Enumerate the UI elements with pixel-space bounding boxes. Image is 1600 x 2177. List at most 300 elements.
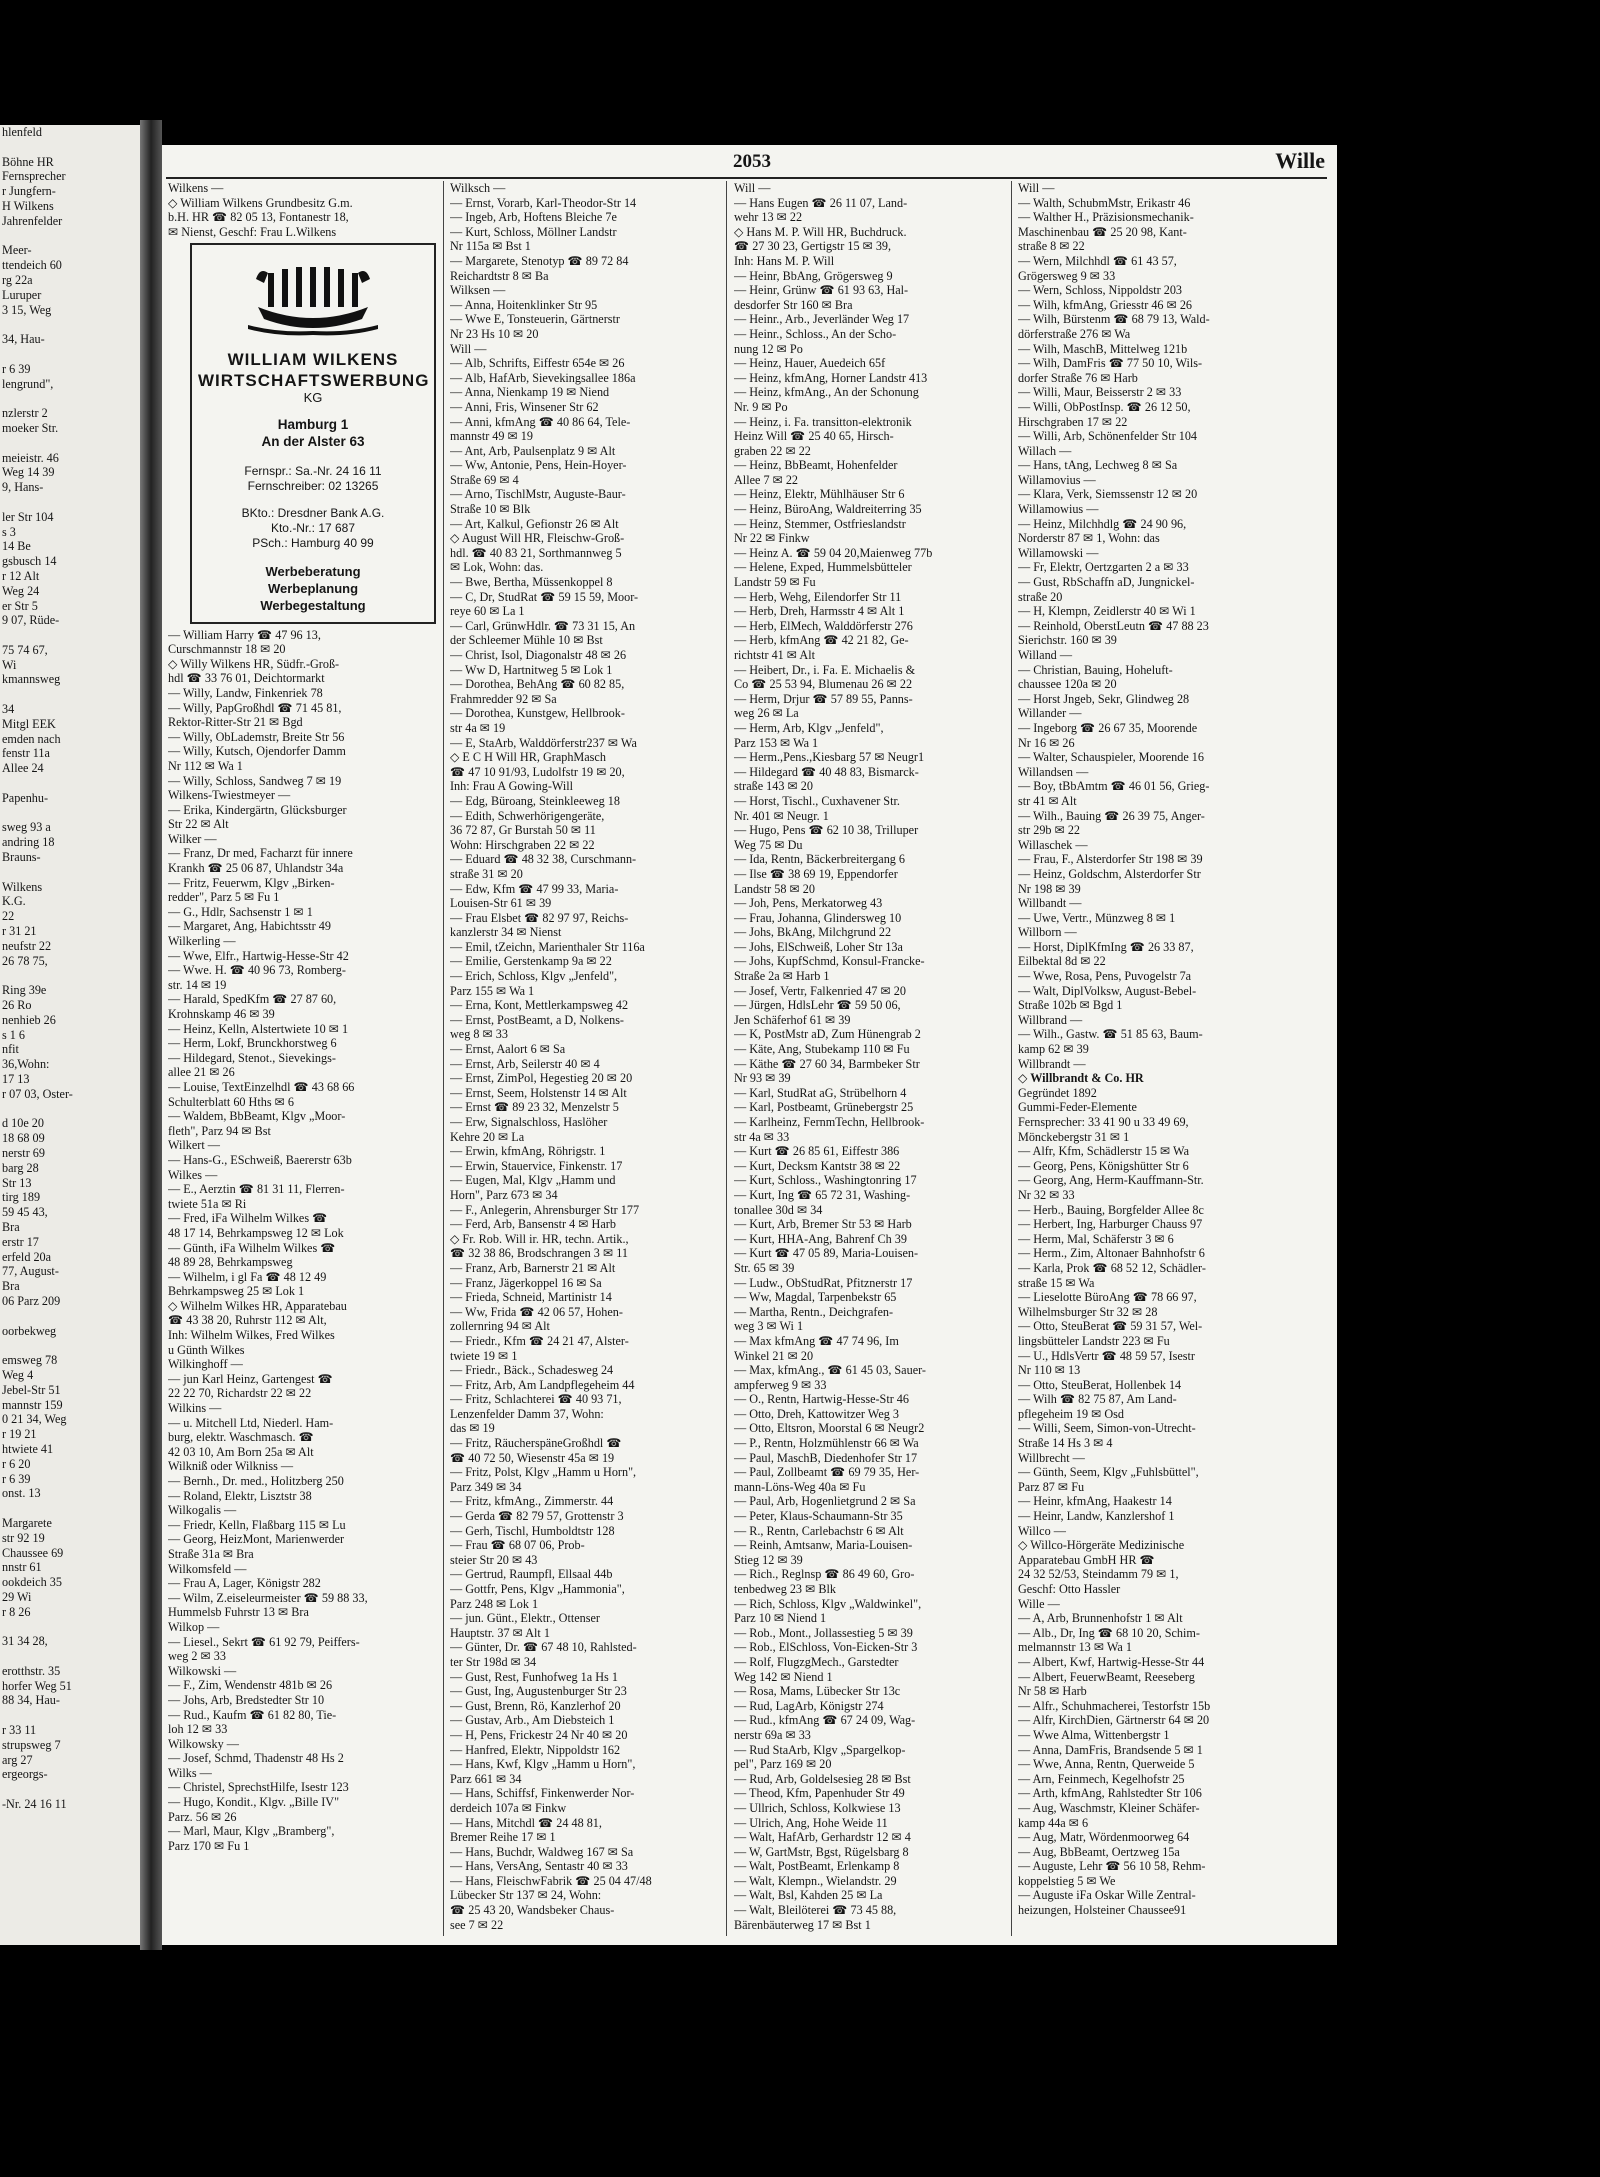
adjacent-page-line: r 6 39 — [2, 1471, 31, 1486]
directory-entry: — Roland, Elektr, Lisztstr 38 — [168, 1488, 312, 1503]
directory-entry: Sierichstr. 160 ✉ 39 — [1018, 633, 1117, 648]
directory-entry: fleth", Parz 94 ✉ Bst — [168, 1123, 271, 1138]
directory-entry: — Ernst, Seem, Holstenstr 14 ✉ Alt — [450, 1085, 627, 1100]
directory-entry: — Willy, Kutsch, Ojendorfer Damm — [168, 744, 346, 759]
directory-entry: — Ant, Arb, Paulsenplatz 9 ✉ Alt — [450, 443, 616, 458]
adjacent-page-line: 29 Wi — [2, 1589, 32, 1604]
ad-telex: Fernschreiber: 02 13265 — [247, 478, 379, 493]
directory-entry: — Aug, Waschmstr, Kleiner Schäfer- — [1018, 1800, 1200, 1815]
directory-heading: Willach — — [1018, 443, 1072, 458]
directory-entry: Bremer Reihe 17 ✉ 1 — [450, 1830, 556, 1845]
directory-entry: — Willy, ObLademstr, Breite Str 56 — [168, 729, 345, 744]
directory-entry: Apparatebau GmbH HR ☎ — [1018, 1552, 1155, 1567]
adjacent-page-line: gsbusch 14 — [2, 554, 57, 569]
directory-entry: — Auguste iFa Oskar Wille Zentral- — [1018, 1888, 1196, 1903]
directory-entry: — Karla, Prok ☎ 68 52 12, Schädler- — [1018, 1260, 1206, 1275]
adjacent-page-line: 75 74 67, — [2, 642, 48, 657]
directory-entry: Heinz Will ☎ 25 40 65, Hirsch- — [734, 429, 894, 444]
directory-heading: Willborn — — [1018, 925, 1077, 940]
directory-entry: — Herbert, Ing, Harburger Chauss 97 — [1018, 1217, 1203, 1232]
directory-entry: Behrkampsweg 25 ✉ Lok 1 — [168, 1284, 305, 1299]
adjacent-page-line — [0, 628, 140, 643]
directory-entry: — Walth, SchubmMstr, Erikastr 46 — [1018, 195, 1191, 210]
directory-entry: ☎ 27 30 23, Gertigstr 15 ✉ 39, — [734, 239, 892, 254]
directory-entry: — P., Rentn, Holzmühlenstr 66 ✉ Wa — [734, 1436, 919, 1451]
directory-heading: Wilkert — — [168, 1138, 220, 1153]
directory-entry: — Heinz, i. Fa. transitton-elektronik — [734, 414, 912, 429]
directory-entry: — Willi, ObPostInsp. ☎ 26 12 50, — [1018, 399, 1191, 414]
directory-entry: — Ernst, ZimPol, Hegestieg 20 ✉ 20 — [450, 1071, 633, 1086]
adjacent-page-line: onst. 13 — [2, 1486, 41, 1501]
directory-entry: — Christ, Isol, Diagonalstr 48 ✉ 26 — [450, 648, 627, 662]
directory-entry: Hauptstr. 37 ✉ Alt 1 — [450, 1625, 550, 1640]
directory-heading: Willamovius — — [1018, 472, 1096, 487]
adjacent-page-line: r 33 11 — [2, 1723, 37, 1738]
directory-entry: ◇ Hans M. P. Will HR, Buchdruck. — [734, 224, 907, 239]
directory-entry: ◇ Willbrandt & Co. HR — [1018, 1071, 1144, 1086]
page-number: 2053 — [733, 151, 771, 172]
directory-entry: — Hans-G., ESchweiß, Baererstr 63b — [168, 1152, 352, 1167]
directory-entry: — Herm, Mal, Schäferstr 3 ✉ 6 — [1018, 1231, 1174, 1246]
directory-entry: — Erich, Schloss, Klgv „Jenfeld", — [450, 969, 618, 984]
directory-entry: Schulterblatt 60 Hths ✉ 6 — [168, 1094, 294, 1109]
directory-entry: Inh: Hans M. P. Will — [734, 253, 835, 268]
directory-entry: — Heinr, Landw, Kanzlershof 1 — [1018, 1509, 1175, 1524]
adjacent-page-line: 22 — [2, 909, 15, 924]
directory-entry: ☎ 25 43 20, Wandsbeker Chaus- — [450, 1903, 615, 1918]
directory-entry: hdl ☎ 33 76 01, Deichtormarkt — [168, 671, 325, 686]
adjacent-page-line: s 3 — [2, 524, 16, 539]
directory-entry: — Willy, PapGroßhdl ☎ 71 45 81, — [168, 700, 342, 715]
directory-entry: — Boy, tBbAmtm ☎ 46 01 56, Grieg- — [1018, 779, 1210, 794]
directory-entry: weg 3 ✉ Wi 1 — [734, 1319, 804, 1334]
directory-entry: Nr 22 ✉ Finkw — [734, 531, 810, 546]
directory-entry: Nr. 9 ✉ Po — [734, 399, 788, 414]
directory-entry: 48 89 28, Behrkampsweg — [168, 1255, 293, 1270]
directory-heading: Wilkogalis — — [168, 1503, 237, 1518]
directory-entry: — Kurt, Schloss, Möllner Landstr — [450, 224, 617, 239]
directory-entry: — Fr, Elektr, Oertzgarten 2 a ✉ 33 — [1018, 560, 1189, 575]
directory-entry: 42 03 10, Am Born 25a ✉ Alt — [168, 1444, 314, 1459]
adjacent-page-line: erstr 17 — [2, 1234, 39, 1249]
directory-entry: lingsbütteler Landstr 223 ✉ Fu — [1018, 1333, 1170, 1348]
directory-entry: — Wilh ☎ 82 75 87, Am Land- — [1018, 1392, 1177, 1407]
adjacent-page-line: sweg 93 a — [2, 820, 51, 835]
directory-entry: Nr 112 ✉ Wa 1 — [168, 758, 243, 773]
directory-entry: — Erwin, Stauervice, Finkenstr. 17 — [450, 1158, 623, 1173]
column-1 — [168, 181, 438, 1941]
ad-postal-account: PSch.: Hamburg 40 99 — [252, 535, 374, 550]
directory-entry: — Fritz, Feuerwm, Klgv „Birken- — [168, 875, 335, 890]
directory-entry: ✉ Lok, Wohn: das. — [450, 560, 544, 575]
directory-entry: — Dorothea, Kunstgew, Hellbrook- — [450, 706, 625, 721]
directory-heading: Wilkinghoff — — [168, 1357, 243, 1372]
directory-entry: — Wilh, Bürstenm ☎ 68 79 13, Wald- — [1018, 312, 1210, 327]
adjacent-page-line — [0, 865, 140, 880]
directory-entry: Jen Schäferhof 61 ✉ 39 — [734, 1012, 851, 1027]
adjacent-page-line: kmannsweg — [2, 672, 61, 687]
directory-entry: heizungen, Holsteiner Chaussee91 — [1018, 1903, 1187, 1918]
directory-entry: — Peter, Klaus-Schaumann-Str 35 — [734, 1509, 903, 1524]
directory-entry: — Fritz, Arb, Am Landpflegeheim 44 — [450, 1377, 635, 1392]
directory-heading: Willamowius — — [1018, 502, 1099, 517]
directory-entry: — W, GartMstr, Bgst, Rügelsbarg 8 — [734, 1844, 909, 1859]
directory-entry: — H, Klempn, Zeidlerstr 40 ✉ Wi 1 — [1018, 604, 1196, 619]
directory-entry: — Fritz, kfmAng., Zimmerstr. 44 — [450, 1494, 614, 1509]
directory-entry: — Kurt ☎ 47 05 89, Maria-Louisen- — [734, 1246, 919, 1261]
directory-entry: — Arno, TischlMstr, Auguste-Baur- — [450, 487, 626, 502]
adjacent-page-line: barg 28 — [2, 1160, 39, 1175]
directory-entry: Co ☎ 25 53 94, Blumenau 26 ✉ 22 — [734, 677, 913, 692]
directory-entry: tenbedweg 23 ✉ Blk — [734, 1582, 836, 1596]
adjacent-page-sliver — [0, 125, 140, 1945]
directory-entry: — Gerh, Tischl, Humboldtstr 128 — [450, 1523, 615, 1538]
directory-entry: — Arth, kfmAng, Rahlstedter Str 106 — [1018, 1786, 1202, 1801]
ad-city: Hamburg 1 — [277, 416, 349, 432]
directory-entry: — Gust, Ing, Augustenburger Str 23 — [450, 1684, 627, 1699]
directory-entry: — Frau Elsbet ☎ 82 97 97, Reichs- — [450, 910, 629, 925]
adjacent-page-line: r 07 03, Oster- — [2, 1086, 73, 1101]
directory-entry: — Heinr., Arb., Jeverländer Weg 17 — [734, 312, 910, 327]
directory-entry: — Herb, kfmAng ☎ 42 21 82, Ge- — [734, 633, 909, 648]
directory-entry: — Rich., Reglnsp ☎ 86 49 60, Gro- — [734, 1567, 915, 1582]
adjacent-page-line: 31 34 28, — [2, 1634, 48, 1649]
directory-entry: Parz 661 ✉ 34 — [450, 1771, 522, 1786]
adjacent-page-line — [0, 229, 140, 244]
directory-entry: — Herm.,Pens.,Kiesbarg 57 ✉ Neugr1 — [734, 750, 925, 765]
directory-entry: — Bwe, Bertha, Müssenkoppel 8 — [450, 575, 613, 590]
directory-heading: Wilkerling — — [168, 934, 236, 949]
directory-entry: Stieg 12 ✉ 39 — [734, 1552, 803, 1567]
adjacent-page-line: andring 18 — [2, 835, 55, 850]
directory-entry: Bärenbäuterweg 17 ✉ Bst 1 — [734, 1917, 871, 1932]
directory-entry: — Wilh., Gastw. ☎ 51 85 63, Baum- — [1018, 1027, 1203, 1042]
directory-entry: — Walt, Bleilöterei ☎ 73 45 88, — [734, 1903, 897, 1918]
directory-entry: — Walt, PostBeamt, Erlenkamp 8 — [734, 1859, 900, 1874]
directory-entry: — Franz, Jägerkoppel 16 ✉ Sa — [450, 1275, 602, 1290]
directory-entry: weg 2 ✉ 33 — [168, 1649, 226, 1664]
adjacent-page-line: r 31 21 — [2, 924, 37, 939]
directory-entry: Gegründet 1892 — [1018, 1085, 1097, 1100]
directory-entry: Parz 248 ✉ Lok 1 — [450, 1596, 539, 1611]
directory-entry: — Joh, Pens, Merkatorweg 43 — [734, 896, 883, 911]
adjacent-page-line: Margarete — [2, 1515, 52, 1530]
directory-entry: — Heinr., Schloss., An der Scho- — [734, 326, 897, 341]
directory-entry: ☎ 32 38 86, Brodschrangen 3 ✉ 11 — [450, 1246, 628, 1261]
directory-entry: — Georg, HeizMont, Marienwerder — [168, 1532, 345, 1547]
directory-heading: Will — — [734, 181, 771, 195]
adjacent-page-line — [0, 1309, 140, 1324]
adjacent-page-line: tirg 189 — [2, 1190, 41, 1205]
column-3 — [734, 181, 1004, 1941]
adjacent-page-line — [0, 317, 140, 332]
directory-entry: — Margaret, Ang, Habichtsstr 49 — [168, 919, 331, 934]
directory-entry: der Schleemer Mühle 10 ✉ Bst — [450, 633, 603, 648]
adjacent-page-line: strupsweg 7 — [2, 1737, 61, 1752]
directory-entry: — Edg, Büroang, Steinkleeweg 18 — [450, 793, 620, 808]
directory-entry: — Hans, Schiffsf, Finkenwerder Nor- — [450, 1786, 635, 1801]
directory-entry: hdl. ☎ 40 83 21, Sorthmannweg 5 — [450, 545, 622, 560]
directory-entry: 48 17 14, Behrkampsweg 12 ✉ Lok — [168, 1225, 344, 1240]
directory-entry: — Herm, Lokf, Brunckhorstweg 6 — [168, 1036, 337, 1051]
directory-entry: — Hans, Buchdr, Waldweg 167 ✉ Sa — [450, 1844, 634, 1859]
directory-entry: Geschf: Otto Hassler — [1018, 1582, 1121, 1596]
directory-entry: Nr 58 ✉ Harb — [1018, 1684, 1087, 1699]
adjacent-page-line: erfeld 20a — [2, 1249, 52, 1264]
adjacent-page-line: Chaussee 69 — [2, 1545, 64, 1560]
directory-entry: — Art, Kalkul, Gefionstr 26 ✉ Alt — [450, 516, 619, 531]
adjacent-page-line: Fernsprecher — [2, 169, 66, 184]
adjacent-page-line: Brauns- — [2, 850, 41, 865]
directory-entry: — Erw, Signalschloss, Haslöher — [450, 1115, 608, 1129]
directory-entry: burg, elektr. Waschmasch. ☎ — [168, 1430, 314, 1445]
adjacent-page-line: htwiete 41 — [2, 1441, 54, 1456]
adjacent-page-line: r Jungfern- — [2, 184, 56, 199]
directory-entry: — Wilh, MaschB, Mittelweg 121b — [1018, 341, 1188, 356]
directory-entry: Parz. 56 ✉ 26 — [168, 1809, 237, 1824]
directory-heading: Willamowski — — [1018, 545, 1099, 560]
directory-entry: Louisen-Str 61 ✉ 39 — [450, 896, 552, 911]
adjacent-page-line: nnstr 61 — [2, 1560, 42, 1575]
directory-entry: Parz 349 ✉ 34 — [450, 1479, 522, 1494]
column-2 — [450, 181, 720, 1941]
adjacent-page-line: 34 — [2, 702, 15, 717]
adjacent-page-line: horfer Weg 51 — [2, 1678, 72, 1693]
directory-entry: — Alb, HafArb, Sievekingsallee 186a — [450, 370, 636, 385]
adjacent-page-line — [0, 1102, 140, 1117]
directory-entry: — Kurt, Schloss., Washingtonring 17 — [734, 1173, 917, 1188]
adjacent-page-line: r 12 Alt — [2, 568, 40, 583]
directory-heading: Wilkomsfeld — — [168, 1561, 247, 1576]
directory-entry: — Paul, Zollbeamt ☎ 69 79 35, Her- — [734, 1465, 920, 1480]
directory-entry: straße 20 — [1018, 589, 1063, 604]
directory-entry: Parz 10 ✉ Niend 1 — [734, 1611, 827, 1626]
directory-entry: Nr 93 ✉ 39 — [734, 1071, 791, 1086]
adjacent-page-line: -Nr. 24 16 11 — [2, 1797, 67, 1812]
directory-entry: — Ernst, Aalort 6 ✉ Sa — [450, 1042, 566, 1057]
directory-entry: Nr 32 ✉ 33 — [1018, 1187, 1075, 1202]
book-gutter — [140, 120, 162, 1950]
directory-entry: ◇ Willy Wilkens HR, Südfr.-Groß- — [168, 656, 340, 671]
adjacent-page-line: ookdeich 35 — [2, 1575, 62, 1590]
directory-entry: — u. Mitchell Ltd, Niederl. Ham- — [168, 1415, 334, 1430]
directory-entry: — Emilie, Gerstenkamp 9a ✉ 22 — [450, 954, 612, 969]
directory-entry: chaussee 120a ✉ 20 — [1018, 677, 1117, 692]
directory-entry: Allee 7 ✉ 22 — [734, 472, 799, 487]
directory-heading: Willand — — [1018, 648, 1073, 662]
directory-entry: — Auguste, Lehr ☎ 56 10 58, Rehm- — [1018, 1859, 1206, 1874]
directory-entry: — Eugen, Mal, Klgv „Hamm und — [450, 1173, 616, 1188]
directory-entry: Landstr 58 ✉ 20 — [734, 881, 815, 896]
adjacent-page-line — [0, 1649, 140, 1664]
directory-entry: Nr 198 ✉ 39 — [1018, 881, 1081, 896]
directory-entry: — Hugo, Pens ☎ 62 10 38, Trilluper — [734, 823, 919, 838]
adjacent-page-line: Papenhu- — [2, 790, 49, 805]
directory-entry: weg 8 ✉ 33 — [450, 1027, 508, 1042]
directory-entry: — Horst, Tischl., Cuxhavener Str. — [734, 793, 900, 808]
directory-entry: — Waldem, BbBeamt, Klgv „Moor- — [168, 1109, 346, 1124]
directory-entry: — Rud., Kaufm ☎ 61 82 80, Tie- — [168, 1707, 337, 1722]
directory-entry: — Wwe, Elfr., Hartwig-Hesse-Str 42 — [168, 948, 349, 963]
directory-entry: — Anna, Nienkamp 19 ✉ Niend — [450, 385, 610, 400]
directory-entry: — Liesel., Sekrt ☎ 61 92 79, Peiffers- — [168, 1634, 360, 1649]
directory-entry: Mönckebergstr 31 ✉ 1 — [1018, 1129, 1130, 1144]
directory-entry: — Walther H., Präzisionsmechanik- — [1018, 210, 1194, 225]
directory-entry: redder", Parz 5 ✉ Fu 1 — [168, 890, 280, 905]
directory-entry: nung 12 ✉ Po — [734, 341, 803, 356]
directory-entry: — Otto, Dreh, Kattowitzer Weg 3 — [734, 1406, 899, 1421]
directory-entry: Eilbektal 8d ✉ 22 — [1018, 954, 1106, 969]
directory-entry: straße 15 ✉ Wa — [1018, 1275, 1095, 1290]
directory-entry: Frahmredder 92 ✉ Sa — [450, 691, 557, 706]
directory-entry: — jun. Günt., Elektr., Ottenser — [450, 1611, 600, 1626]
adjacent-page-line: 26 Ro — [2, 998, 32, 1013]
directory-entry: 24 32 52/53, Steindamm 79 ✉ 1, — [1018, 1567, 1179, 1582]
directory-entry: ☎ 40 72 50, Wiesenstr 45a ✉ 19 — [450, 1450, 615, 1465]
directory-entry: — Ernst, PostBeamt, a D, Nolkens- — [450, 1012, 624, 1027]
directory-entry: 36 72 87, Gr Burstah 50 ✉ 11 — [450, 823, 596, 838]
directory-entry: — Heinr, Grünw ☎ 61 93 63, Hal- — [734, 283, 909, 298]
directory-entry: — Franz, Arb, Barnerstr 21 ✉ Alt — [450, 1260, 616, 1275]
adjacent-page-line: r 8 26 — [2, 1604, 31, 1619]
adjacent-page-line: meieistr. 46 — [2, 450, 59, 465]
adjacent-page-line: Luruper — [2, 287, 42, 302]
directory-entry: — Wwe. H. ☎ 40 96 73, Romberg- — [168, 963, 346, 978]
directory-entry: — Hildegard, Stenot., Sievekings- — [168, 1050, 336, 1065]
directory-heading: Wilkowsky — — [168, 1736, 239, 1751]
directory-entry: — Erna, Kont, Mettlerkampsweg 42 — [450, 998, 629, 1013]
directory-entry: Lenzenfelder Damm 37, Wohn: — [450, 1406, 604, 1421]
directory-entry: — Heinz, Elektr, Mühlhäuser Str 6 — [734, 487, 905, 502]
directory-entry: — Rud StaArb, Klgv „Spargelkop- — [734, 1742, 906, 1757]
directory-entry: Wohn: Hirschgraben 22 ✉ 22 — [450, 837, 595, 852]
adjacent-page-line: 14 Be — [2, 539, 31, 554]
adjacent-page-line: Str 13 — [2, 1175, 32, 1190]
directory-entry: straße 143 ✉ 20 — [734, 779, 813, 794]
directory-entry: — Josef, Vertr, Falkenried 47 ✉ 20 — [734, 983, 906, 998]
directory-entry: — Heinz, Stemmer, Ostfrieslandstr — [734, 516, 906, 531]
directory-heading: Willbandt — — [1018, 896, 1082, 911]
directory-entry: — Gerda ☎ 82 79 57, Grottenstr 3 — [450, 1509, 624, 1524]
directory-entry: — Bernh., Dr. med., Holitzberg 250 — [168, 1474, 344, 1488]
directory-entry: — Wwe E, Tonsteuerin, Gärtnerstr — [450, 312, 620, 327]
adjacent-page-line: 9 07, Rüde- — [2, 613, 60, 628]
directory-heading: Wilkens — — [168, 181, 224, 195]
column-divider — [1011, 181, 1012, 1936]
directory-entry: — Lieselotte BüroAng ☎ 78 66 97, — [1018, 1290, 1197, 1305]
directory-entry: — Günth, iFa Wilhelm Wilkes ☎ — [168, 1240, 336, 1255]
adjacent-page-line: 34, Hau- — [2, 332, 45, 347]
directory-entry: — Hugo, Kondit., Klgv. „Bille IV" — [168, 1795, 340, 1810]
adjacent-page-line: emden nach — [2, 731, 61, 746]
column-divider — [443, 181, 444, 1936]
directory-entry: weg 26 ✉ La — [734, 706, 799, 721]
directory-entry: — Rud, Arb, Goldelsesieg 28 ✉ Bst — [734, 1771, 911, 1786]
adjacent-page-line: 06 Parz 209 — [2, 1293, 61, 1308]
directory-entry: — Johs, KupfSchmd, Konsul-Francke- — [734, 954, 925, 969]
directory-entry: — Ernst, Vorarb, Karl-Theodor-Str 14 — [450, 195, 637, 210]
directory-entry: — E., Aerztin ☎ 81 31 11, Flerren- — [168, 1182, 345, 1197]
directory-entry: — Herm., Zim, Altonaer Bahnhofstr 6 — [1018, 1246, 1205, 1261]
directory-entry: — A, Arb, Brunnenhofstr 1 ✉ Alt — [1018, 1611, 1183, 1626]
directory-entry: — Alfr., Schuhmacherei, Testorfstr 15b — [1018, 1698, 1211, 1713]
adjacent-page-line: ergeorgs- — [2, 1767, 48, 1782]
directory-entry: — Rob., ElSchloss, Von-Eicken-Str 3 — [734, 1640, 918, 1655]
adjacent-page-line: rg 22a — [2, 272, 33, 287]
directory-entry: — Hildegard ☎ 40 48 83, Bismarck- — [734, 764, 919, 779]
directory-entry: — Gottfr, Pens, Klgv „Hammonia", — [450, 1582, 625, 1596]
directory-entry: — jun Karl Heinz, Gartengest ☎ — [168, 1371, 333, 1386]
adjacent-page-line — [0, 776, 140, 791]
directory-heading: Wilkop — — [168, 1619, 220, 1634]
directory-heading: Willbrandt — — [1018, 1056, 1086, 1071]
directory-entry: — Rosa, Mams, Lübecker Str 13c — [734, 1684, 901, 1699]
directory-entry: graben 22 ✉ 22 — [734, 443, 811, 458]
directory-entry: allee 21 ✉ 26 — [168, 1065, 235, 1080]
directory-entry: — Harald, SpedKfm ☎ 27 87 60, — [168, 992, 337, 1007]
directory-entry: dorfer Straße 76 ✉ Harb — [1018, 370, 1138, 385]
directory-entry: — Erwin, kfmAng, Röhrigstr. 1 — [450, 1144, 606, 1159]
ad-company-form: KG — [303, 389, 323, 405]
directory-entry: ◇ August Will HR, Fleischw-Groß- — [450, 531, 625, 546]
directory-entry: — Theod, Kfm, Papenhuder Str 49 — [734, 1786, 905, 1801]
directory-entry: — Gust, RbSchaffn aD, Jungnickel- — [1018, 575, 1195, 590]
adjacent-page-line: nzlerstr 2 — [2, 406, 48, 421]
directory-entry: Winkel 21 ✉ 20 — [734, 1348, 814, 1363]
directory-entry: — Otto, Eltsron, Moorstal 6 ✉ Neugr2 — [734, 1421, 925, 1436]
directory-entry: kamp 44a ✉ 6 — [1018, 1815, 1089, 1830]
directory-entry: — Heinz, kfmAng., An der Schonung — [734, 385, 919, 400]
directory-entry: — Wilh., Bauing ☎ 26 39 75, Anger- — [1018, 808, 1205, 823]
adjacent-page-line: nfit — [2, 1042, 19, 1057]
directory-entry: Krankh ☎ 25 06 87, Uhlandstr 34a — [168, 861, 344, 876]
adjacent-page-line: lengrund", — [2, 376, 54, 391]
directory-entry: tonallee 30d ✉ 34 — [734, 1202, 823, 1217]
directory-entry: richtstr 41 ✉ Alt — [734, 648, 815, 662]
directory-entry: — Otto, SteuBerat ☎ 59 31 57, Wel- — [1018, 1319, 1203, 1334]
directory-entry: — Wwe Alma, Wittenbergstr 1 — [1018, 1727, 1170, 1742]
directory-entry: Inh: Wilhelm Wilkes, Fred Wilkes — [168, 1328, 335, 1343]
directory-entry: str 4a ✉ 19 — [450, 720, 506, 735]
directory-entry: — Ullrich, Schloss, Kolkwiese 13 — [734, 1800, 901, 1815]
directory-entry: — U., HdlsVertr ☎ 48 59 57, Isestr — [1018, 1348, 1195, 1363]
adjacent-page-line: mannstr 159 — [2, 1397, 63, 1412]
adjacent-page-line: Meer- — [2, 243, 32, 258]
directory-entry: str. 14 ✉ 19 — [168, 977, 227, 992]
directory-entry: steier Str 20 ✉ 43 — [450, 1552, 538, 1567]
directory-entry: — Gertrud, Raumpfl, Ellsaal 44b — [450, 1567, 613, 1582]
running-head: Wille — [1275, 148, 1325, 173]
directory-entry: — Hans, Kwf, Klgv „Hamm u Horn", — [450, 1757, 636, 1772]
adjacent-page-line: emsweg 78 — [2, 1353, 58, 1368]
directory-entry: — Karl, Postbeamt, Grünebergstr 25 — [734, 1100, 914, 1115]
directory-entry: — Rud, LagArb, Königstr 274 — [734, 1698, 884, 1713]
directory-entry: Straße 69 ✉ 4 — [450, 472, 519, 487]
directory-heading: Wille — — [1018, 1596, 1060, 1611]
directory-entry: — Ulrich, Ang, Hohe Weide 11 — [734, 1815, 888, 1830]
directory-heading: Willbrand — — [1018, 1012, 1083, 1027]
directory-entry: Nr 16 ✉ 26 — [1018, 735, 1075, 750]
adjacent-page-line — [0, 1619, 140, 1634]
adjacent-page-line: Wi — [2, 657, 17, 672]
directory-entry: — Gustav, Arb., Am Diebsteich 1 — [450, 1713, 615, 1728]
directory-entry: — Herb., Bauing, Borgfelder Allee 8c — [1018, 1202, 1204, 1217]
directory-entry: ter Str 198d ✉ 34 — [450, 1654, 537, 1669]
directory-entry: — Frieda, Schneid, Martinistr 14 — [450, 1290, 612, 1305]
directory-heading: Willbrecht — — [1018, 1450, 1085, 1465]
directory-entry: Gummi-Feder-Elemente — [1018, 1100, 1137, 1115]
directory-entry: — Wwe, Anna, Rentn, Querweide 5 — [1018, 1757, 1195, 1772]
